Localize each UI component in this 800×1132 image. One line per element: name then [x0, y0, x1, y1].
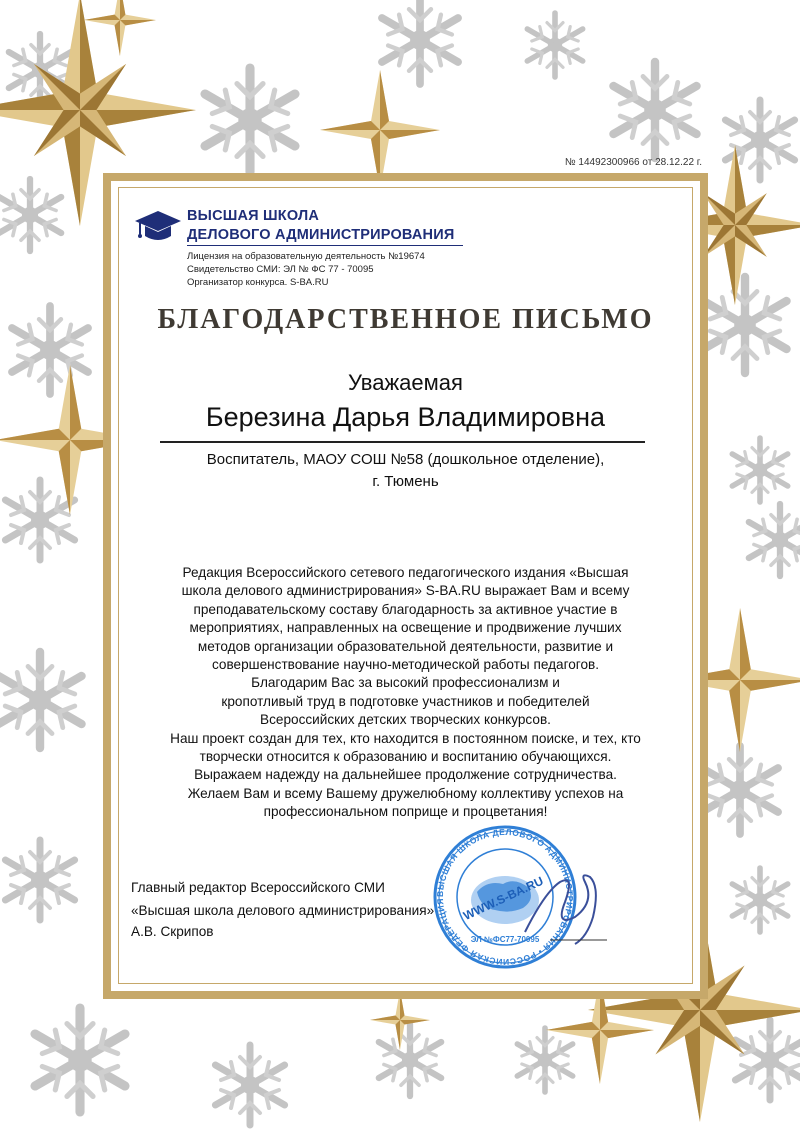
body-line: Выражаем надежду на дальнейшее продолжение сотрудничества. — [194, 767, 617, 783]
body-line: мероприятиях, направленных на освещение и продвижение лучших — [189, 620, 622, 636]
body-line: методов организации образовательной деятельности, развитие и — [197, 638, 614, 654]
body-line: Всероссийских детских творческих конкурсов. — [260, 712, 551, 728]
body-line: Желаем Вам и всему Вашему дружелюбному коллективу успехов на — [187, 785, 624, 801]
stamp-center-text: WWW.S-BA.RU — [461, 873, 546, 924]
page-title: БЛАГОДАРСТВЕННОЕ ПИСЬМО — [157, 304, 654, 335]
stamp-bottom-text: ЭЛ №ФС77-70095 — [470, 935, 540, 944]
logo-title-line2: ДЕЛОВОГО АДМИНИСТРИРОВАНИЯ — [187, 227, 455, 243]
logo-title-line1: ВЫСШАЯ ШКОЛА — [187, 208, 320, 224]
license-line: Лицензия на образовательную деятельность №19674 — [187, 251, 425, 262]
signature-name: А.В. Скрипов — [131, 924, 214, 939]
salutation: Уважаемая — [348, 370, 463, 395]
signature-role: Главный редактор Всероссийского СМИ — [131, 880, 385, 895]
signature-organization: «Высшая школа делового администрирования» — [131, 903, 435, 918]
recipient-city: г. Тюмень — [372, 473, 439, 490]
stamp-ring-text: ВЫСШАЯ ШКОЛА ДЕЛОВОГО АДМИНИСТРИРОВАНИЯ • РОССИЙСКАЯ ФЕДЕРАЦИЯ — [434, 826, 576, 968]
organizer-line: Организатор конкурса. S-BA.RU — [187, 277, 329, 288]
body-line: творчески относится к образованию и воспитанию обучающихся. — [199, 749, 612, 765]
body-line: школа делового администрирования» S-BA.RU выражает Вам и всему — [181, 583, 630, 599]
body-line: кропотливый труд в подготовке участников и победителей — [221, 693, 590, 709]
recipient-name: Березина Дарья Владимировна — [205, 402, 606, 432]
body-line: Благодарим Вас за высокий профессионализм и — [251, 675, 560, 691]
graduation-cap-icon — [134, 208, 182, 244]
body-line: профессиональном поприще и процветания! — [263, 804, 548, 820]
recipient-position: Воспитатель, МАОУ СОШ №58 (дошкольное отделение), — [206, 451, 605, 468]
body-line: совершенствование научно-методической работы педагогов. — [211, 657, 600, 673]
body-line: Наш проект создан для тех, кто находится в постоянном поиске, и тех, кто — [170, 730, 641, 746]
media-certificate-line: Свидетельство СМИ: ЭЛ № ФС 77 - 70095 — [187, 264, 374, 275]
letter-body — [128, 564, 683, 822]
document-number: № 14492300966 от 28.12.22 г. — [564, 157, 702, 168]
body-line: Редакция Всероссийского сетевого педагогического издания «Высшая — [182, 565, 629, 580]
official-stamp — [425, 822, 610, 972]
logo-underline — [187, 245, 463, 246]
name-underline — [160, 441, 645, 443]
body-line: преподавательскому составу благодарность за активное участие в — [193, 601, 618, 617]
